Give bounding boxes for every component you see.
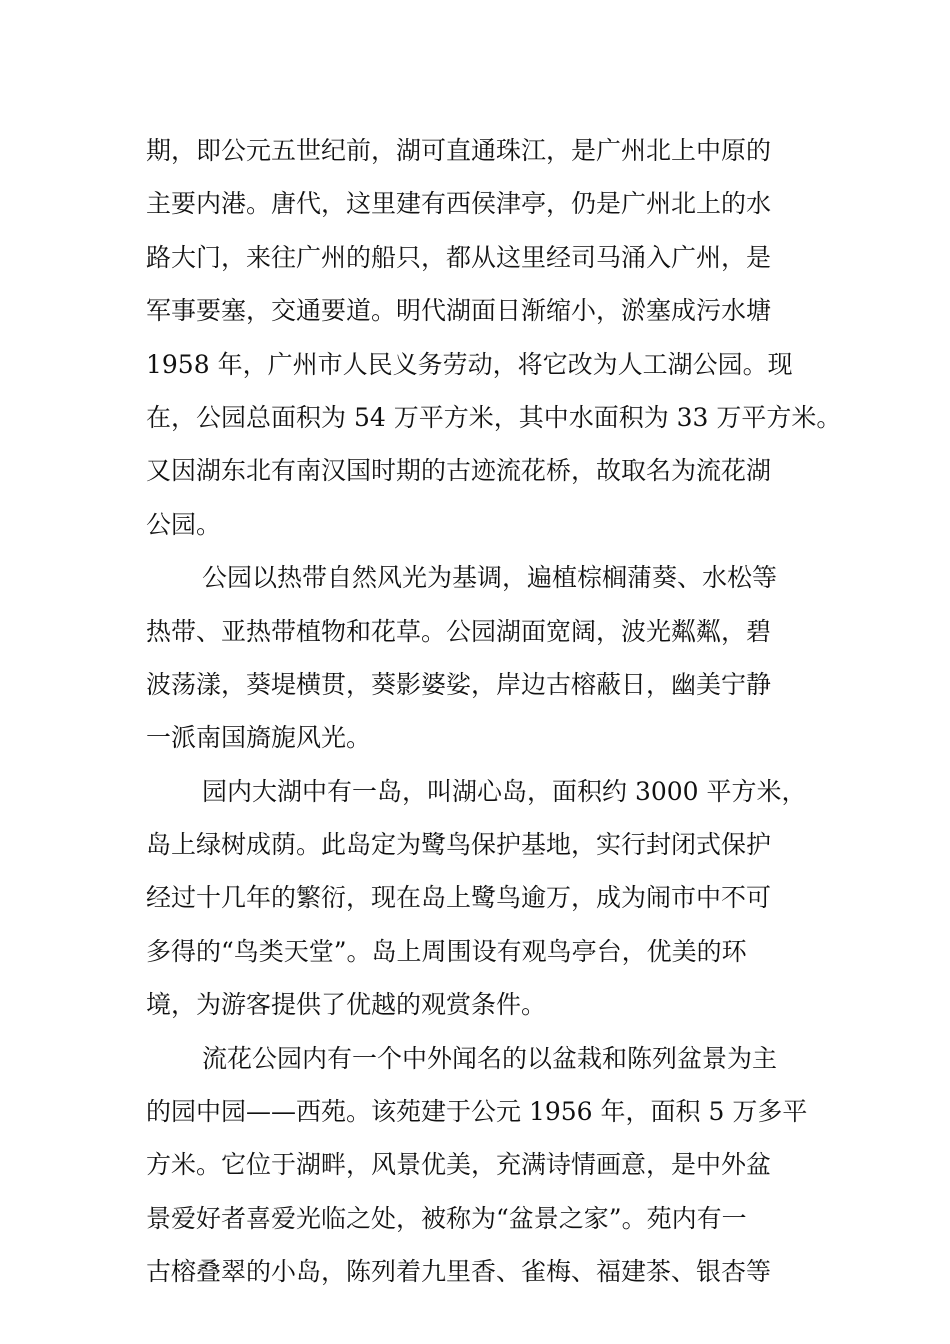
text-line: 园内大湖中有一岛，叫湖心岛，面积约 3000 平方米， xyxy=(202,776,807,806)
text-line: 境，为游客提供了优越的观赏条件。 xyxy=(146,990,547,1020)
text-line: 的园中园——西苑。该苑建于公元 1956 年，面积 5 万多平 xyxy=(146,1097,808,1127)
text-line: 军事要塞，交通要道。明代湖面日渐缩小，淤塞成污水塘 xyxy=(146,296,772,326)
text-line: 一派南国旖旎风光。 xyxy=(146,723,372,753)
text-line: 公园。 xyxy=(146,509,222,539)
text-line: 路大门，来往广州的船只，都从这里经司马涌入广州，是 xyxy=(146,242,772,272)
text-line: 方米。它位于湖畔，风景优美，充满诗情画意，是中外盆 xyxy=(146,1150,772,1180)
text-line: 流花公园内有一个中外闻名的以盆栽和陈列盆景为主 xyxy=(202,1043,778,1073)
body-text xyxy=(146,124,842,1299)
text-line: 期，即公元五世纪前，湖可直通珠江，是广州北上中原的 xyxy=(146,136,772,165)
text-line: 在，公园总面积为 54 万平方米，其中水面积为 33 万平方米。 xyxy=(146,402,842,432)
text-line: 岛上绿树成荫。此岛定为鹭鸟保护基地，实行封闭式保护 xyxy=(146,830,772,860)
text-line: 1958 年，广州市人民义务劳动，将它改为人工湖公园。现 xyxy=(146,349,793,379)
paragraph-1 xyxy=(146,124,842,551)
text-line: 经过十几年的繁衍，现在岛上鹭鸟逾万，成为闹市中不可 xyxy=(146,883,772,913)
text-line: 多得的“鸟类天堂”。岛上周围设有观鸟亭台，优美的环 xyxy=(146,936,747,966)
text-line: 古榕叠翠的小岛，陈列着九里香、雀梅、福建茶、银杏等 xyxy=(146,1257,772,1287)
paragraph-3 xyxy=(146,765,826,1032)
text-line: 主要内港。唐代，这里建有西侯津亭，仍是广州北上的水 xyxy=(146,189,772,219)
paragraph-4 xyxy=(146,1032,826,1299)
paragraph-2 xyxy=(146,551,826,765)
text-line: 公园以热带自然风光为基调，遍植棕榈蒲葵、水松等 xyxy=(202,563,778,593)
text-line: 又因湖东北有南汉国时期的古迹流花桥，故取名为流花湖 xyxy=(146,456,772,486)
text-line: 热带、亚热带植物和花草。公园湖面宽阔，波光粼粼，碧 xyxy=(146,616,772,646)
text-line: 景爱好者喜爱光临之处，被称为“盆景之家”。苑内有一 xyxy=(146,1203,747,1233)
text-line: 波荡漾，葵堤横贯，葵影婆娑，岸边古榕蔽日，幽美宁静 xyxy=(146,669,772,699)
